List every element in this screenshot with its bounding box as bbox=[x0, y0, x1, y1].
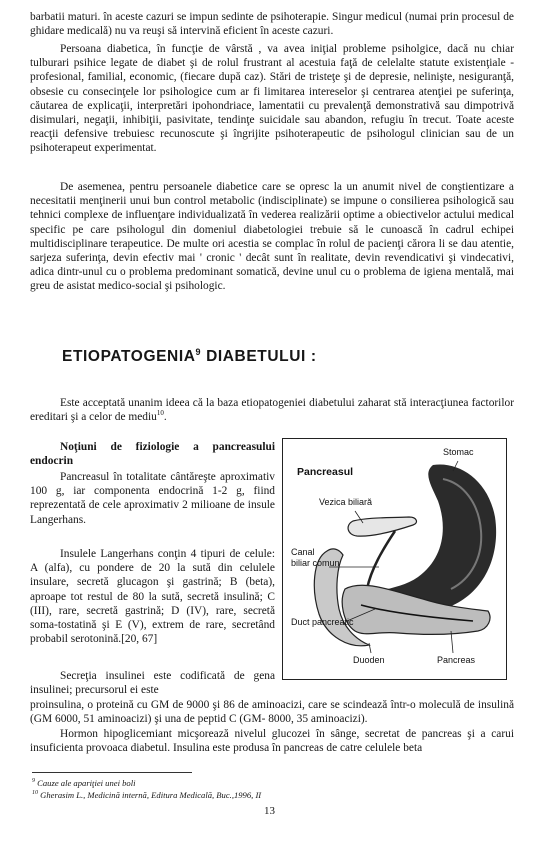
label-canal-1: Canal bbox=[291, 547, 315, 557]
common-bile-duct bbox=[367, 531, 395, 589]
label-vezica: Vezica biliară bbox=[319, 497, 373, 507]
gallbladder-shape bbox=[348, 517, 416, 536]
footnote-10 bbox=[32, 788, 261, 801]
pancreas-weight-paragraph: Pancreasul în totalitate cântăreşte aproximativ 100 g, iar componenta endocrină 1-2 g, fiind reprezentată de cele aproximativ 2 milioane de insule Langerhans. bbox=[30, 471, 275, 526]
label-duoden: Duoden bbox=[353, 655, 385, 665]
heading-footnote-ref: 9 bbox=[195, 347, 202, 357]
heading-rest: DIABETULUI : bbox=[201, 348, 317, 366]
intro-text: Este acceptată unanim ideea că la baza etiopatogeniei diabetului zaharat stă interacţiunea factorilor ereditari şi a celor de mediu bbox=[30, 397, 514, 424]
label-duct: Duct pancreatic bbox=[291, 617, 354, 627]
label-stomac: Stomac bbox=[443, 447, 474, 457]
paragraph-continuation: barbatii maturi. în aceste cazuri se impun sedinte de psihoterapie. Singur medicul (numai prin procesul de ghidare medicală) nu va reuşi să intervină eficient în aceste cazuri. bbox=[30, 11, 514, 38]
insulin-hormone-paragraph: Hormon hipoglicemiant micşorează nivelul glucozei în sânge, secretat de pancreas şi a carui insuficienta provoaca diabetul. Insulina este produsa în pancreas de catre celulele beta bbox=[30, 728, 514, 755]
langerhans-cells-paragraph: Insulele Langerhans conţin 4 tipuri de celule: A (alfa), cu pondere de 20 la sută din celulele insulare, secretă glucagon şi gastrină; B (beta), aproape tot restul de 80 la sută, secretă insulină; C (III), rare, secretă gastrină; D (IV), rare, secretă soma-tostatină şi E (V), extrem de rare, secretând probabil serotonină.[20, 67] bbox=[30, 548, 275, 646]
section-heading bbox=[62, 347, 317, 366]
footnote-10-number: 10 bbox=[32, 790, 38, 796]
pancreas-figure bbox=[282, 438, 507, 680]
heading-main: ETIOPATOGENIA bbox=[62, 348, 196, 366]
subsection-title bbox=[30, 440, 275, 468]
footnote-separator bbox=[32, 772, 192, 773]
proinsulin-paragraph: proinsulina, o proteină cu GM de 9000 şi 86 de aminoacizi, care se scindează într-o moleculă de insulină (GM 6000, 51 aminoacizi) şi una de peptid C (GM- 8000, 35 aminoacizi). bbox=[30, 699, 514, 726]
footnote-9-text: Cauze ale apariţiei unei boli bbox=[37, 777, 136, 788]
label-pancreas: Pancreas bbox=[437, 655, 476, 665]
insulin-secretion-paragraph-start: Secreţia insulinei este codificată de gena insulinei; precursorul ei este bbox=[30, 670, 275, 697]
intro-paragraph bbox=[30, 396, 514, 424]
label-canal-2: biliar comun bbox=[291, 558, 340, 568]
footnote-9 bbox=[32, 776, 136, 789]
leader-duoden bbox=[369, 643, 371, 653]
paragraph-psychological-counseling: De asemenea, pentru persoanele diabetice care se opresc la un anumit nivel de conştientizare a necesitatii menţinerii unui bun control metabolic (indisciplinate) se impune o consilierea psihologică sau tehnici complexe de influenţare individualizată în vederea realizării optime a obiectivelor actului medical specific pe care psihologul din domeniul diabetologiei trebuie să le cunoască în cadrul echipei multidisciplinare terapeutice. De multe ori acestia se complac în rolul de pacienţi cărora li se dau atentie, sarjeza suferinţa, devin efectiv mai ' cronic ' decât sunt în realitate, devin revendicativi şi vindecativi, adica dintr-unul cu o problema predominant somatică, devine unul cu o problema de igiena mentală, mai greu de asistat medico-social şi psihologic. bbox=[30, 181, 514, 293]
footnote-10-text: Gherasim L., Medicină internă, Editura Medicală, Buc.,1996, II bbox=[40, 789, 262, 800]
footnote-9-number: 9 bbox=[32, 778, 35, 784]
paragraph-psychological-problems: Persoana diabetica, în funcţie de vârstă , va avea iniţial probleme psiholgice, dacă nu chiar tulburari psihice legate de diabet şi de rolul frustrant al acestuia faţă de celelalte statute existenţiale - profesional, familial, economic, (fiecare după caz). Stări de tristeţe şi de depresie, nelinişte, nesiguranţă, obsesie cu consecinţele lor psihologice cum ar fi limitarea intereselor şi centrarea atenţiei pe suferinţa, căutarea de explicaţii, interpretări ipohondriace, lamentatii cu prevalenţă demonstrativă sau dimpotrivă disimulari, negaţii, inhibiţii, pasivitate, tendinţe suicidale sau abandon, refugiu în trecut. Toate aceste reacţii defensive trebuiesc recunoscute şi îngrijite psihoterapeutic de psihologul clinician sau de un psihoterapeut experimentat. bbox=[30, 43, 514, 155]
intro-footnote-ref: 10 bbox=[156, 409, 164, 418]
pancreas-illustration bbox=[283, 439, 507, 680]
figure-title: Pancreasul bbox=[297, 466, 354, 478]
subsection-title-text: Noţiuni de fiziologie a pancreasului endocrin bbox=[30, 441, 275, 468]
page-number: 13 bbox=[264, 805, 275, 817]
intro-end: . bbox=[163, 411, 167, 424]
